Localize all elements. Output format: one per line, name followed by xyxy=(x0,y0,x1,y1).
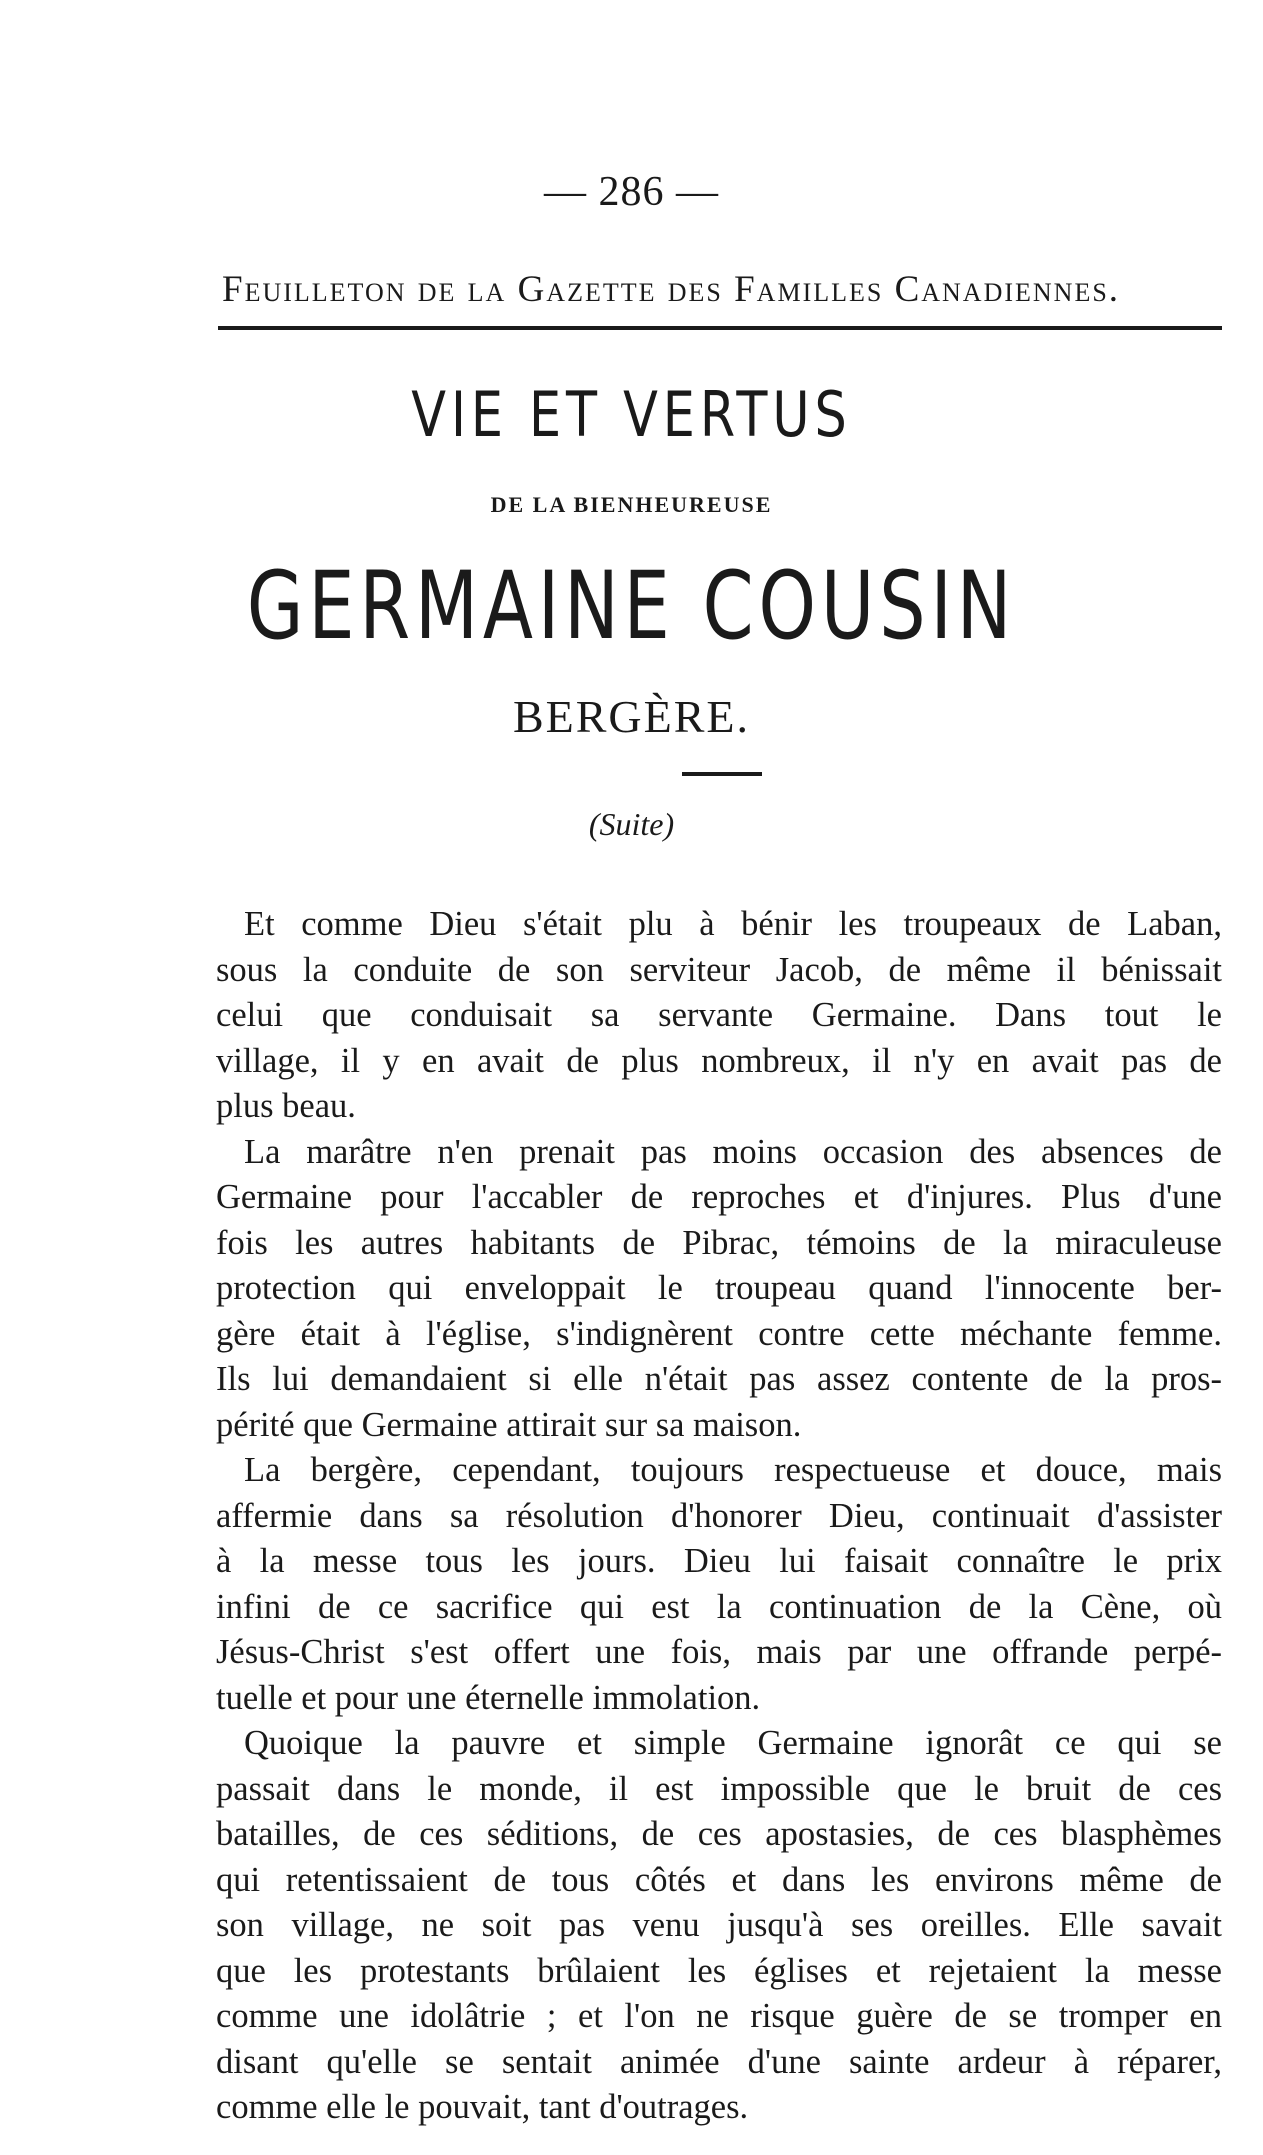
text-line: son village, ne soit pas venu jusqu'à ses oreilles. Elle savait xyxy=(216,1906,1222,1944)
running-head: Feuilleton de la Gazette des Familles Canadiennes. xyxy=(222,269,1121,310)
text-line: Jésus-Christ s'est offert une fois, mais par une offrande perpé- xyxy=(216,1633,1222,1671)
text-line: Germaine pour l'accabler de reproches et d'injures. Plus d'une xyxy=(216,1178,1222,1216)
text-line: La bergère, cependant, toujours respectueuse et douce, mais xyxy=(244,1451,1222,1489)
text-line: Et comme Dieu s'était plu à bénir les troupeaux de Laban, xyxy=(244,905,1222,943)
text-line: protection qui enveloppait le troupeau quand l'innocente ber- xyxy=(216,1269,1222,1307)
text-line: infini de ce sacrifice qui est la continuation de la Cène, où xyxy=(216,1587,1222,1626)
text-line: qui retentissaient de tous côtés et dans les environs même de xyxy=(216,1860,1222,1899)
title-de-la-bienheureuse: DE LA BIENHEUREUSE xyxy=(490,492,773,517)
text-line: Ils lui demandaient si elle n'était pas assez contente de la pros- xyxy=(216,1360,1222,1398)
text-line: sous la conduite de son serviteur Jacob, de même il bénissait xyxy=(216,950,1222,989)
text-line: à la messe tous les jours. Dieu lui faisait connaître le prix xyxy=(216,1542,1222,1580)
text-line: affermie dans sa résolution d'honorer Dieu, continuait d'assister xyxy=(216,1496,1222,1535)
suite-label: (Suite) xyxy=(588,806,675,842)
title-bergere: BERGÈRE. xyxy=(512,691,751,742)
text-line: comme une idolâtrie ; et l'on ne risque guère de se tromper en xyxy=(216,1997,1222,2035)
section-rule xyxy=(682,772,762,776)
page-number: — 286 — xyxy=(544,169,719,215)
text-line: plus beau. xyxy=(216,1087,356,1125)
text-line: passait dans le monde, il est impossible que le bruit de ces xyxy=(216,1769,1222,1808)
text-line: La marâtre n'en prenait pas moins occasion des absences de xyxy=(244,1132,1222,1171)
text-line: gère était à l'église, s'indignèrent contre cette méchante femme. xyxy=(216,1314,1222,1353)
text-line: batailles, de ces séditions, de ces apostasies, de ces blasphèmes xyxy=(216,1815,1222,1853)
text-line: celui que conduisait sa servante Germaine. Dans tout le xyxy=(216,996,1222,1034)
text-line: village, il y en avait de plus nombreux, il n'y en avait pas de xyxy=(216,1041,1222,1080)
text-line: fois les autres habitants de Pibrac, témoins de la miraculeuse xyxy=(216,1223,1222,1262)
text-line: périté que Germaine attirait sur sa maison. xyxy=(216,1405,802,1444)
text-line: disant qu'elle se sentait animée d'une sainte ardeur à réparer, xyxy=(216,2042,1222,2081)
text-line: comme elle le pouvait, tant d'outrages. xyxy=(216,2088,749,2126)
title-germaine-cousin: GERMAINE COUSIN xyxy=(246,552,1017,661)
text-line: que les protestants brûlaient les églises et rejetaient la messe xyxy=(216,1951,1222,1990)
text-line: tuelle et pour une éternelle immolation. xyxy=(216,1678,761,1717)
article-body xyxy=(216,902,1222,2131)
text-line: Quoique la pauvre et simple Germaine ignorât ce qui se xyxy=(244,1724,1222,1762)
title-vie-et-vertus: VIE ET VERTUS xyxy=(411,378,852,451)
header-rule xyxy=(218,326,1222,330)
